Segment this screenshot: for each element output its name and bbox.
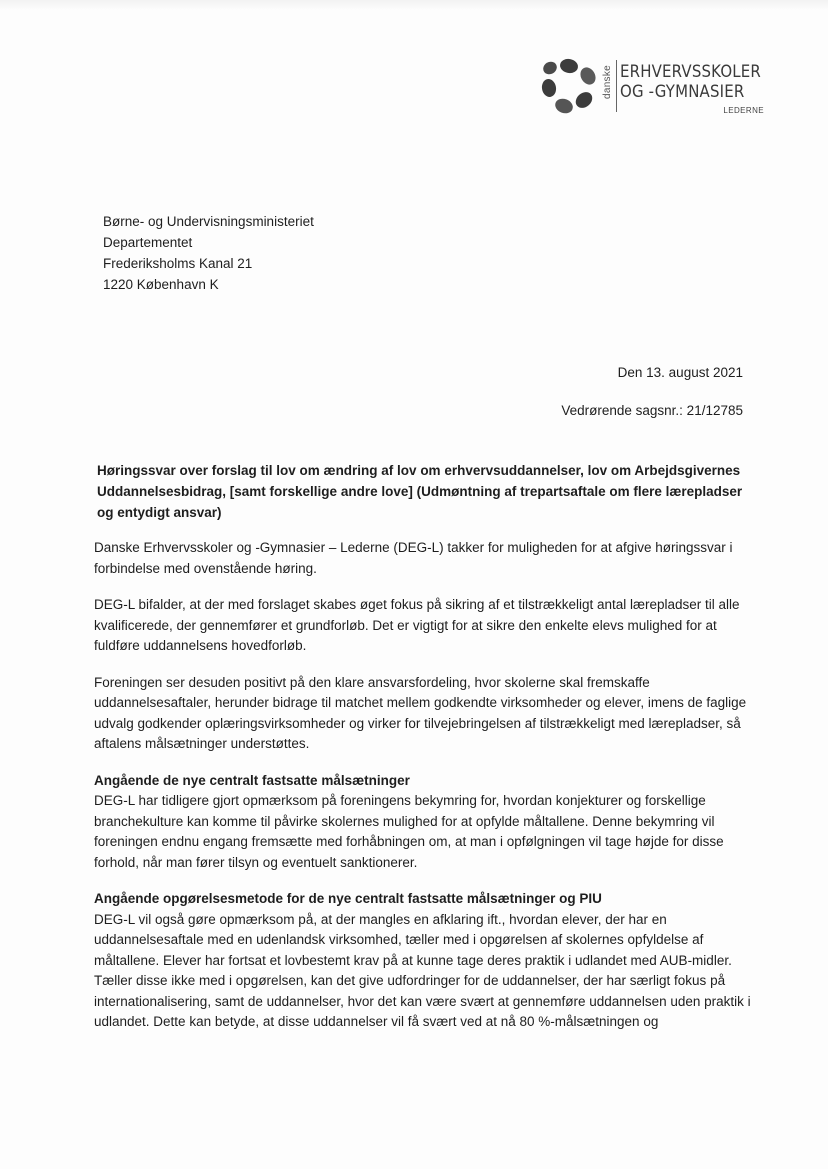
- section-text: DEG-L har tidligere gjort opmærksom på foreningens bekymring for, hvordan konjekturer og forskellige branchekulture kan komme til påvirke skolernes mulighed for at opfylde måltallene. Denne bekymring vil foreningen endnu engang fremsætte med forhåbningen om, at man i opfølgningen vil tage højde for disse forhold, når man fører tilsyn og eventuelt sanktionerer.: [94, 793, 724, 870]
- recipient-line: Børne- og Undervisningsministeriet: [103, 214, 314, 229]
- logo-vertical-text: danske: [602, 64, 613, 100]
- section-text: DEG-L vil også gøre opmærksom på, at der mangles en afklaring ift., hvordan elever, der har en uddannelsesaftale med en udenlandsk virksomhed, tæller med i opgørelsen af skolernes opfyldelse af måltallene. Elever har fortsat et lovbestemt krav på at kunne tage deres praktik i udlandet med AUB-midler. Tæller disse ikke med i opgørelsen, kan det give udfordringer for de uddannelser, der har særligt fokus på internationalisering, samt de uddannelser, hvor det kan være svært at gennemføre uddannelsen uden praktik i udlandet. Dette kan betyde, at disse uddannelser vil få svært ved at nå 80 %-målsætningen og: [94, 911, 751, 1029]
- recipient-line: 1220 København K: [103, 277, 219, 292]
- flower-logo-icon: [536, 54, 602, 120]
- scan-edge: [0, 0, 828, 10]
- letter-date: Den 13. august 2021: [617, 365, 743, 380]
- recipient-address: [103, 211, 314, 295]
- letter-body: [94, 538, 764, 1049]
- body-paragraph: Foreningen ser desuden positivt på den klare ansvarsfordeling, hvor skolerne skal fremskaffe uddannelsesaftaler, herunder bidrage til matchet mellem godkendte virksomheder og elever, imens de faglige udvalg godkender oplæringsvirksomheder og virker for tilvejebringelsen af tilstrækkeligt med lærepladser, så aftalens målsætninger understøttes.: [94, 674, 747, 751]
- recipient-line: Frederiksholms Kanal 21: [103, 256, 253, 271]
- recipient-line: Departementet: [103, 235, 193, 250]
- section-title: Angående opgørelsesmetode for de nye centralt fastsatte målsætninger og PIU: [94, 891, 602, 906]
- logo-divider: [616, 60, 617, 112]
- logo-line-2: OG -GYMNASIER: [620, 82, 745, 102]
- logo-subtitle: LEDERNE: [723, 106, 764, 115]
- body-paragraph: DEG-L bifalder, at der med forslaget skabes øget fokus på sikring af et tilstrækkeligt antal lærepladser til alle kvalificerede, der gennemfører et grundforløb. Det er vigtigt for at sikre den enkelte elevs mulighed for at fuldføre uddannelsens hovedforløb.: [94, 597, 740, 653]
- logo: [536, 52, 776, 122]
- letter-heading: Høringssvar over forslag til lov om ændring af lov om erhvervsuddannelser, lov om Arbejdsgivernes Uddannelsesbidrag, [samt forskellige andre love] (Udmøntning af trepartsaftale om flere lærepladser og entydigt ansvar): [97, 463, 743, 520]
- logo-line-1: ERHVERVSSKOLER: [620, 62, 762, 82]
- case-reference: Vedrørende sagsnr.: 21/12785: [561, 403, 743, 418]
- body-paragraph: Danske Erhvervsskoler og -Gymnasier – Lederne (DEG-L) takker for muligheden for at afgive høringssvar i forbindelse med ovenstående høring.: [94, 540, 733, 576]
- section-title: Angående de nye centralt fastsatte målsætninger: [94, 772, 410, 788]
